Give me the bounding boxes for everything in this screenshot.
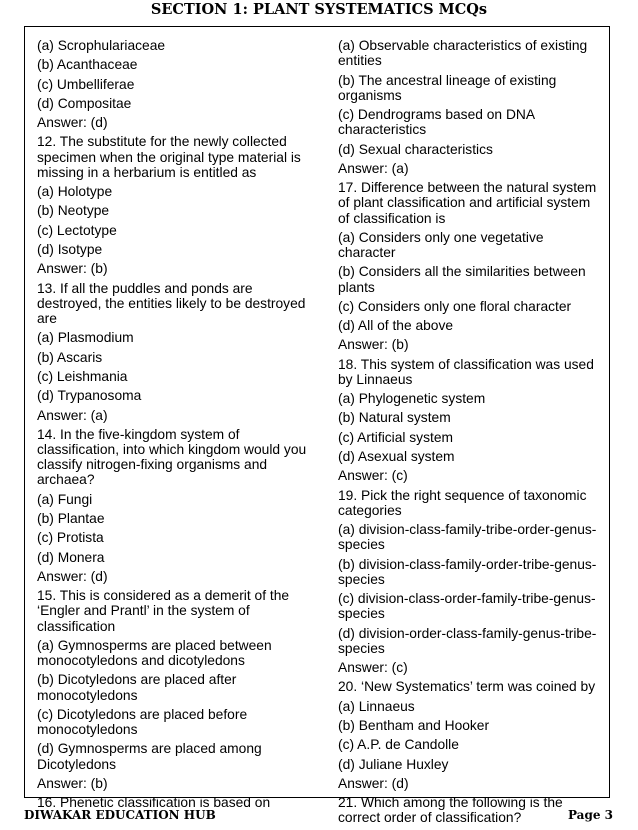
question-text: 17. Difference between the natural system of plant classification and artificial system of classification is (338, 180, 597, 226)
option-text: (c) Protista (37, 530, 104, 546)
option-text: (b) Considers all the similarities between plants (338, 264, 586, 295)
option-text: (d) Juliane Huxley (338, 756, 449, 772)
footer-publisher: DIWAKAR EDUCATION HUB (24, 808, 216, 822)
option-text: (d) Monera (37, 549, 105, 565)
question-text: 21. Which among the following is the correct order of classification? (338, 795, 563, 826)
answer-line: Answer: (b) (37, 261, 108, 277)
question-text: 20. ‘New Systematics’ term was coined by (338, 679, 596, 695)
option-text: (b) Acanthaceae (37, 57, 138, 73)
answer-line: Answer: (c) (338, 660, 408, 676)
page-header-title: SECTION 1: PLANT SYSTEMATICS MCQs (150, 1, 488, 18)
option-text: (c) Dendrograms based on DNA characteristics (338, 107, 535, 138)
option-text: (b) The ancestral lineage of existing organisms (338, 72, 557, 103)
answer-line: Answer: (b) (37, 775, 108, 791)
question-text: 13. If all the puddles and ponds are destroyed, the entities likely to be destroyed are (37, 280, 306, 327)
option-text: (c) Lectotype (37, 222, 117, 238)
question-text: 12. The substitute for the newly collected specimen when the original type material is missing in a herbarium is entitled as (37, 134, 301, 180)
option-text: (d) Sexual characteristics (338, 141, 493, 157)
option-text: (d) Trypanosoma (37, 388, 142, 404)
answer-line: Answer: (d) (37, 568, 108, 584)
answer-line: Answer: (a) (37, 407, 108, 423)
question-text: 14. In the five-kingdom system of classification, into which kingdom would you classify nitrogen-fixing organisms and archaea? (37, 426, 307, 488)
right-column (338, 38, 602, 830)
option-text: (b) Bentham and Hooker (338, 718, 490, 734)
option-text: (c) Leishmania (37, 368, 128, 384)
option-text: (a) Observable characteristics of existing entities (338, 38, 588, 69)
option-text: (d) Compositae (37, 95, 132, 111)
option-text: (c) Umbelliferae (37, 76, 135, 92)
option-text: (a) Phylogenetic system (338, 391, 486, 407)
option-text: (c) Considers only one floral character (338, 298, 572, 314)
option-text: (b) Plantae (37, 511, 105, 527)
option-text: (a) Gymnosperms are placed between monocotyledons and dicotyledons (37, 637, 272, 669)
answer-line: Answer: (d) (37, 115, 108, 131)
option-text: (d) Gymnosperms are placed among Dicotyledons (37, 741, 262, 772)
option-text: (c) Artificial system (338, 429, 453, 445)
option-text: (d) Isotype (37, 242, 103, 258)
answer-line: Answer: (c) (338, 468, 408, 484)
option-text: (a) Scrophulariaceae (37, 38, 166, 53)
option-text: (d) All of the above (338, 318, 454, 334)
answer-line: Answer: (b) (338, 337, 409, 353)
option-text: (c) division-class-order-family-tribe-genus-species (338, 591, 596, 622)
option-text: (a) Holotype (37, 184, 113, 200)
option-text: (b) division-class-family-order-tribe-genus-species (338, 556, 597, 587)
option-text: (a) Fungi (37, 491, 93, 507)
option-text: (b) Ascaris (37, 349, 103, 365)
answer-line: Answer: (a) (338, 160, 409, 176)
option-text: (a) Linnaeus (338, 698, 415, 714)
footer-page-number: Page 3 (567, 808, 613, 822)
answer-line: Answer: (d) (338, 775, 409, 791)
question-text: 19. Pick the right sequence of taxonomic categories (338, 487, 587, 518)
option-text: (c) Dicotyledons are placed before monocotyledons (37, 706, 248, 738)
option-text: (c) A.P. de Candolle (338, 737, 459, 753)
option-text: (d) Asexual system (338, 449, 455, 465)
option-text: (b) Neotype (37, 203, 110, 219)
question-text: 18. This system of classification was used by Linnaeus (338, 356, 594, 387)
left-column (37, 38, 309, 815)
page-footer (0, 808, 638, 826)
option-text: (b) Natural system (338, 410, 451, 426)
question-text: 15. This is considered as a demerit of the ‘Engler and Prantl’ in the system of classification (37, 588, 290, 634)
option-text: (a) division-class-family-tribe-order-genus-species (338, 522, 597, 553)
option-text: (a) Considers only one vegetative character (338, 229, 544, 260)
question-text: 16. Phenetic classification is based on (37, 795, 271, 811)
option-text: (b) Dicotyledons are placed after monocotyledons (37, 672, 237, 703)
option-text: (a) Plasmodium (37, 330, 134, 346)
option-text: (d) division-order-class-family-genus-tribe-species (338, 625, 597, 656)
